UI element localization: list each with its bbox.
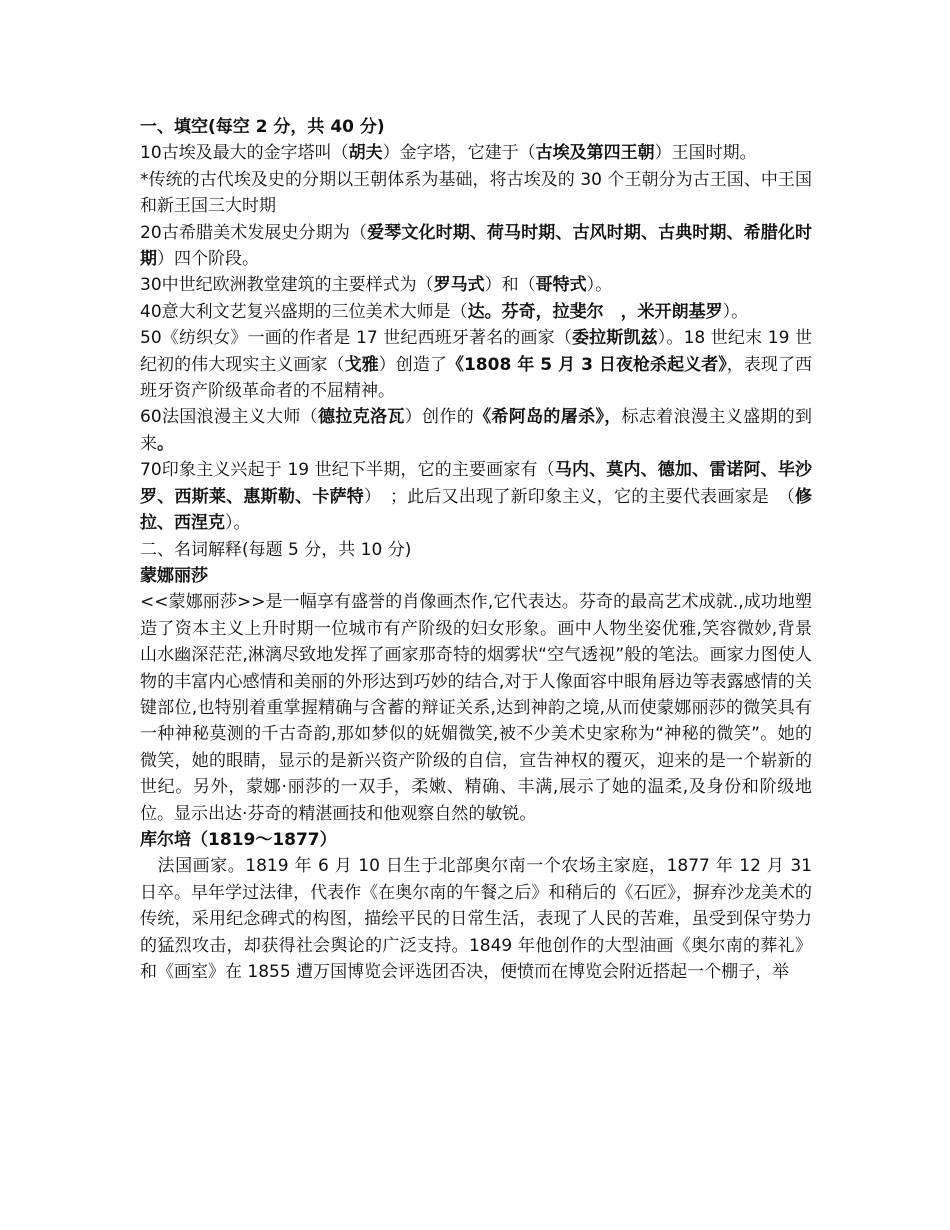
document-body	[140, 114, 812, 985]
q6-text-e: 标志着浪漫主义盛期的到来	[140, 407, 813, 454]
q5-text-g: ，表现了西班牙资产阶级革命者的不屈精神。	[140, 354, 812, 402]
q3-answer-1: 罗马式	[433, 275, 485, 296]
q5-answer-1: 委拉斯凯兹	[571, 328, 658, 349]
section-title-fill-in: 一、填空(每空 2 分，共 40 分)	[140, 117, 385, 137]
question-3	[140, 272, 812, 298]
q6-text-c: ）创作的	[404, 407, 475, 428]
q3-text-e: ）。	[586, 275, 613, 296]
q6-answer-2: 《希阿岛的屠杀》，	[474, 407, 622, 428]
term-1-title: 蒙娜丽莎	[140, 565, 208, 586]
q1-answer-1: 胡夫	[348, 143, 383, 164]
q2-text-a: 20古希腊美术发展史分期为（	[140, 222, 368, 243]
q1-text-c: ）金字塔，它建于（	[382, 143, 536, 164]
q7-answer-1: 马内、莫内、德加、雷诺阿、毕沙罗、西斯莱、惠斯勒、卡萨特	[140, 460, 812, 507]
q4-text-c: ）。	[722, 301, 749, 322]
q7-text-e: ）。	[225, 513, 251, 534]
question-1	[140, 140, 812, 166]
question-4	[140, 299, 812, 325]
q3-answer-2: 哥特式	[535, 275, 587, 296]
q6-text-a: 60法国浪漫主义大师（	[140, 407, 319, 428]
q5-text-e: ）创造了	[378, 354, 447, 375]
question-2	[140, 220, 812, 273]
q2-text-c: ）四个阶段。	[157, 249, 259, 270]
q1-text-a: 10古埃及最大的金字塔叫（	[140, 143, 349, 164]
q5-text-a: 50《纺织女》一画的作者是 17 世纪西班牙著名的画家（	[140, 328, 572, 349]
q5-answer-2: 戈雅	[344, 354, 379, 375]
term-2-title: 库尔培（1819～1877）	[140, 829, 337, 850]
term-2-body: 法国画家。1819 年 6 月 10 日生于北部奥尔南一个农场主家庭，1877 年 12 月 31 日卒。早年学过法律，代表作《在奥尔南的午餐之后》和稍后的《石匠》，摒弃沙龙美术的传统，采用纪念碑式的构图，描绘平民的日常生活，表现了人民的苦难，虽受到保守势力的猛烈攻击，却获得社会舆论的广泛支持。1849 年他创作的大型油画《奥尔南的葬礼》和《画室》在 1855 遭万国博览会评选团否决，便愤而在博览会附近搭起一个棚子，举	[140, 856, 812, 982]
question-5	[140, 325, 812, 404]
section-title-terms: 二、名词解释(每题 5 分，共 10 分)	[140, 539, 412, 560]
q6-answer-1: 德拉克洛瓦	[318, 407, 405, 428]
q1-answer-2: 古埃及第四王朝	[535, 143, 655, 164]
q1-text-e: ）王国时期。	[654, 143, 757, 164]
question-6	[140, 404, 812, 457]
q3-text-c: ）和（	[484, 275, 536, 296]
q6-text-f: 。	[157, 433, 174, 454]
q4-answer: 达。芬奇，拉斐尔 ，米开朗基罗	[467, 301, 723, 322]
question-1-note: *传统的古代埃及史的分期以王朝体系为基础，将古埃及的 30 个王朝分为古王国、中王国和新王国三大时期	[140, 169, 812, 217]
q3-text-a: 30中世纪欧洲教堂建筑的主要样式为（	[140, 275, 434, 296]
q2-answer: 爱琴文化时期、荷马时期、古风时期、古典时期、希腊化时期	[140, 222, 812, 270]
q7-text-a: 70印象主义兴起于 19 世纪下半期，它的主要画家有（	[140, 460, 555, 481]
question-7	[140, 457, 812, 536]
q5-text-c: ）。18 世纪末 19 世纪初的伟大现实主义画家（	[140, 328, 812, 375]
q4-text-a: 40意大利文艺复兴盛期的三位美术大师是（	[140, 301, 468, 322]
term-1-body: <<蒙娜丽莎>>是一幅享有盛誉的肖像画杰作,它代表达。芬奇的最高艺术成就.,成功地塑造了资本主义上升时期一位城市有产阶级的妇女形象。画中人物坐姿优雅,笑容微妙,背景山水幽深茫茫,淋漓尽致地发挥了画家那奇特的烟雾状“空气透视”般的笔法。画家力图使人物的丰富内心感情和美丽的外形达到巧妙的结合,对于人像面容中眼角唇边等表露感情的关键部位,也特别着重掌握精确与含蓄的辩证关系,达到神韵之境,从而使蒙娜丽莎的微笑具有一种神秘莫测的千古奇韵,那如梦似的妩媚微笑,被不少美术史家称为“神秘的微笑”。她的微笑，她的眼睛，显示的是新兴资产阶级的自信，宣告神权的覆灭，迎来的是一个崭新的世纪。另外，蒙娜·丽莎的一双手，柔嫩、精确、丰满,展示了她的温柔,及身份和阶级地位。显示出达·芬奇的精湛画技和他观察自然的敏锐。	[140, 592, 812, 824]
q5-answer-3: 《1808 年 5 月 3 日夜枪杀起义者》	[446, 354, 727, 375]
q7-answer-2: 修拉、西涅克	[140, 486, 812, 534]
q7-text-c: ） ；此后又出现了新印象主义，它的主要代表画家是 （	[364, 486, 795, 507]
